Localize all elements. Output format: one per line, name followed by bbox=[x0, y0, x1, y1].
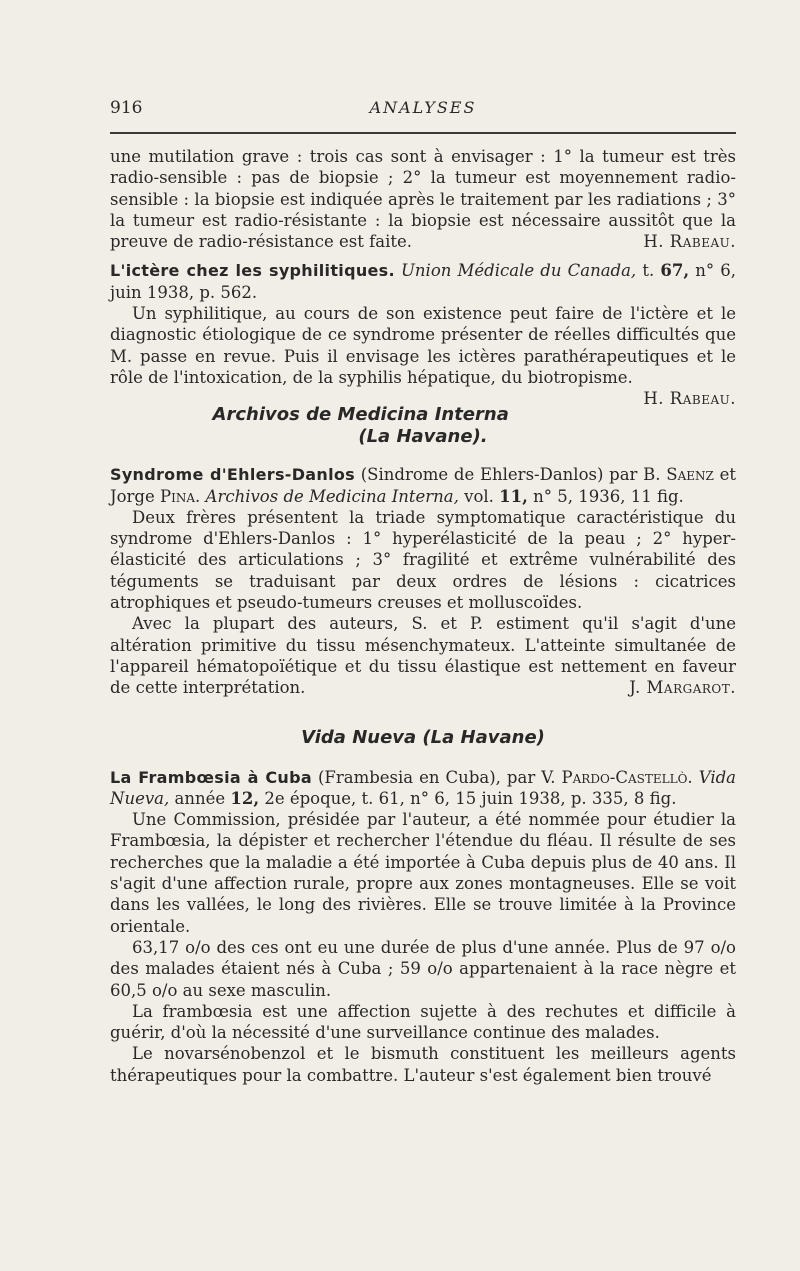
header-rule bbox=[110, 132, 736, 134]
article-ictere-body bbox=[110, 303, 736, 409]
article-framboesia-citation bbox=[110, 767, 736, 810]
article-framboesia-volume: 12, bbox=[230, 788, 260, 808]
section-vida-nueva-title: Vida Nueva (La Havane) bbox=[301, 726, 545, 748]
article-framboesia-para2: 63,17 o/o des ces ont eu une durée de plus d'une année. Plus de 97 o/o des malades étaient nés à Cuba ; 59 o/o appartenaient à la race nègre et 60,5 o/o au sexe masculin. bbox=[110, 937, 736, 1000]
article-ictere bbox=[110, 260, 736, 409]
intro-paragraph bbox=[110, 146, 736, 252]
article-framboesia-ref-a: année bbox=[174, 788, 226, 808]
intro-signature: H. Rabeau. bbox=[643, 232, 736, 252]
article-ictere-ref-b: n° 6, juin 1938, p. 562. bbox=[110, 261, 736, 302]
section-archivos-title: Archivos de Medicina Interna bbox=[212, 404, 509, 426]
section-vida-nueva bbox=[110, 727, 736, 749]
article-ehlers-para1: Deux frères présentent la triade symptomatique caractéristique du syndrome d'Ehlers-Danlos : 1° hyperélasticité de la peau ; 2° hyper-élasticité des articulations ; 3° fragilité et extrême vulnérabilité des téguments se traduisant par deux ordres de lésions : cicatrices atrophiques et pseudo-tumeurs creuses et molluscoïdes. bbox=[110, 507, 736, 613]
article-framboesia-para3: La frambœsia est une affection sujette à des rechutes et difficile à guérir, d'où la nécessité d'une surveillance continue des malades. bbox=[110, 1001, 736, 1043]
article-ehlers-citation bbox=[110, 464, 736, 507]
article-ictere-signature: H. Rabeau. bbox=[643, 389, 736, 409]
intro-text: une mutilation grave : trois cas sont à envisager : 1° la tumeur est très radio-sensible : pas de biopsie ; 2° la tumeur est moyennement radio-sensible : la biopsie est indiquée après le traitement par les radiations ; 3° la tumeur est radio-résistante : la biopsie est nécessaire aussitôt que la preuve de radio-résistance est faite. bbox=[110, 147, 736, 252]
article-ehlers-author2: Pina. bbox=[160, 486, 201, 506]
article-ictere-volume: 67, bbox=[660, 261, 690, 281]
article-ehlers-journal: Archivos de Medicina Interna, bbox=[205, 486, 459, 506]
article-framboesia-subtitle: (Frambesia en Cuba), par V. bbox=[317, 767, 556, 787]
article-ehlers-author1: Saenz bbox=[666, 465, 714, 485]
article-framboesia-para4: Le novarsénobenzol et le bismuth constituent les meilleurs agents thérapeutiques pour la combattre. L'auteur s'est également bien trouvé bbox=[110, 1044, 736, 1085]
article-ehlers-signature: J. Margarot. bbox=[629, 678, 736, 698]
article-ehlers-subtitle: (Sindrome de Ehlers-Danlos) par B. bbox=[360, 465, 661, 485]
article-ictere-body-text: Un syphilitique, au cours de son existence peut faire de l'ictère et le diagnostic étiologique de ce syndrome présenter de réelles difficultés que M. passe en revue. Puis il envisage les ictères parathérapeutiques et le rôle de l'intoxication, de la syphilis hépatique, du biotropisme. bbox=[110, 304, 736, 387]
running-title: ANALYSES bbox=[369, 98, 477, 117]
article-ehlers-author2-pre: et Jorge bbox=[110, 465, 736, 506]
article-ehlers-para2 bbox=[110, 613, 736, 698]
article-framboesia-para1: Une Commission, présidée par l'auteur, a été nommée pour étudier la Frambœsia, la dépister et rechercher l'étendue du fléau. Il résulte de ses recherches que la maladie a été importée à Cuba depuis plus de 40 ans. Il s'agit d'une affection rurale, propre aux zones montagneuses. Elle se voit dans les vallées, le long des rivières. Elle se trouve limitée à la Province orientale. bbox=[110, 810, 736, 936]
article-ehlers-para2-text: Avec la plupart des auteurs, S. et P. estiment qu'il s'agit d'une altération primitive du tissu mésenchymateux. L'atteinte simultanée de l'appareil hématopoïétique et du tissu élastique est nettement en faveur de cette interprétation. bbox=[110, 614, 736, 698]
article-ehlers-ref-b: n° 5, 1936, 11 fig. bbox=[533, 486, 684, 506]
page bbox=[110, 98, 736, 1086]
running-header bbox=[110, 98, 736, 126]
article-framboesia bbox=[110, 767, 736, 1086]
article-framboesia-author: Pardo-Castellò. bbox=[561, 767, 693, 787]
article-ictere-title: L'ictère chez les syphilitiques. bbox=[110, 261, 395, 281]
article-framboesia-title: La Frambœsia à Cuba bbox=[110, 767, 312, 787]
page-number: 916 bbox=[110, 98, 143, 118]
article-ictere-ref-a: t. bbox=[642, 261, 655, 281]
article-framboesia-ref-b: 2e époque, t. 61, n° 6, 15 juin 1938, p. 335, 8 fig. bbox=[264, 788, 677, 808]
article-ehlers-title: Syndrome d'Ehlers-Danlos bbox=[110, 465, 355, 485]
article-framboesia-journal: Vida Nueva, bbox=[110, 767, 737, 808]
article-ehlers-ref-a: vol. bbox=[464, 486, 494, 506]
article-ehlers-volume: 11, bbox=[499, 486, 528, 506]
section-archivos bbox=[110, 404, 736, 448]
article-ictere-journal: Union Médicale du Canada, bbox=[401, 261, 637, 281]
article-ehlers-danlos bbox=[110, 464, 736, 698]
section-archivos-subtitle: (La Havane). bbox=[358, 426, 488, 448]
article-ictere-citation bbox=[110, 260, 736, 303]
